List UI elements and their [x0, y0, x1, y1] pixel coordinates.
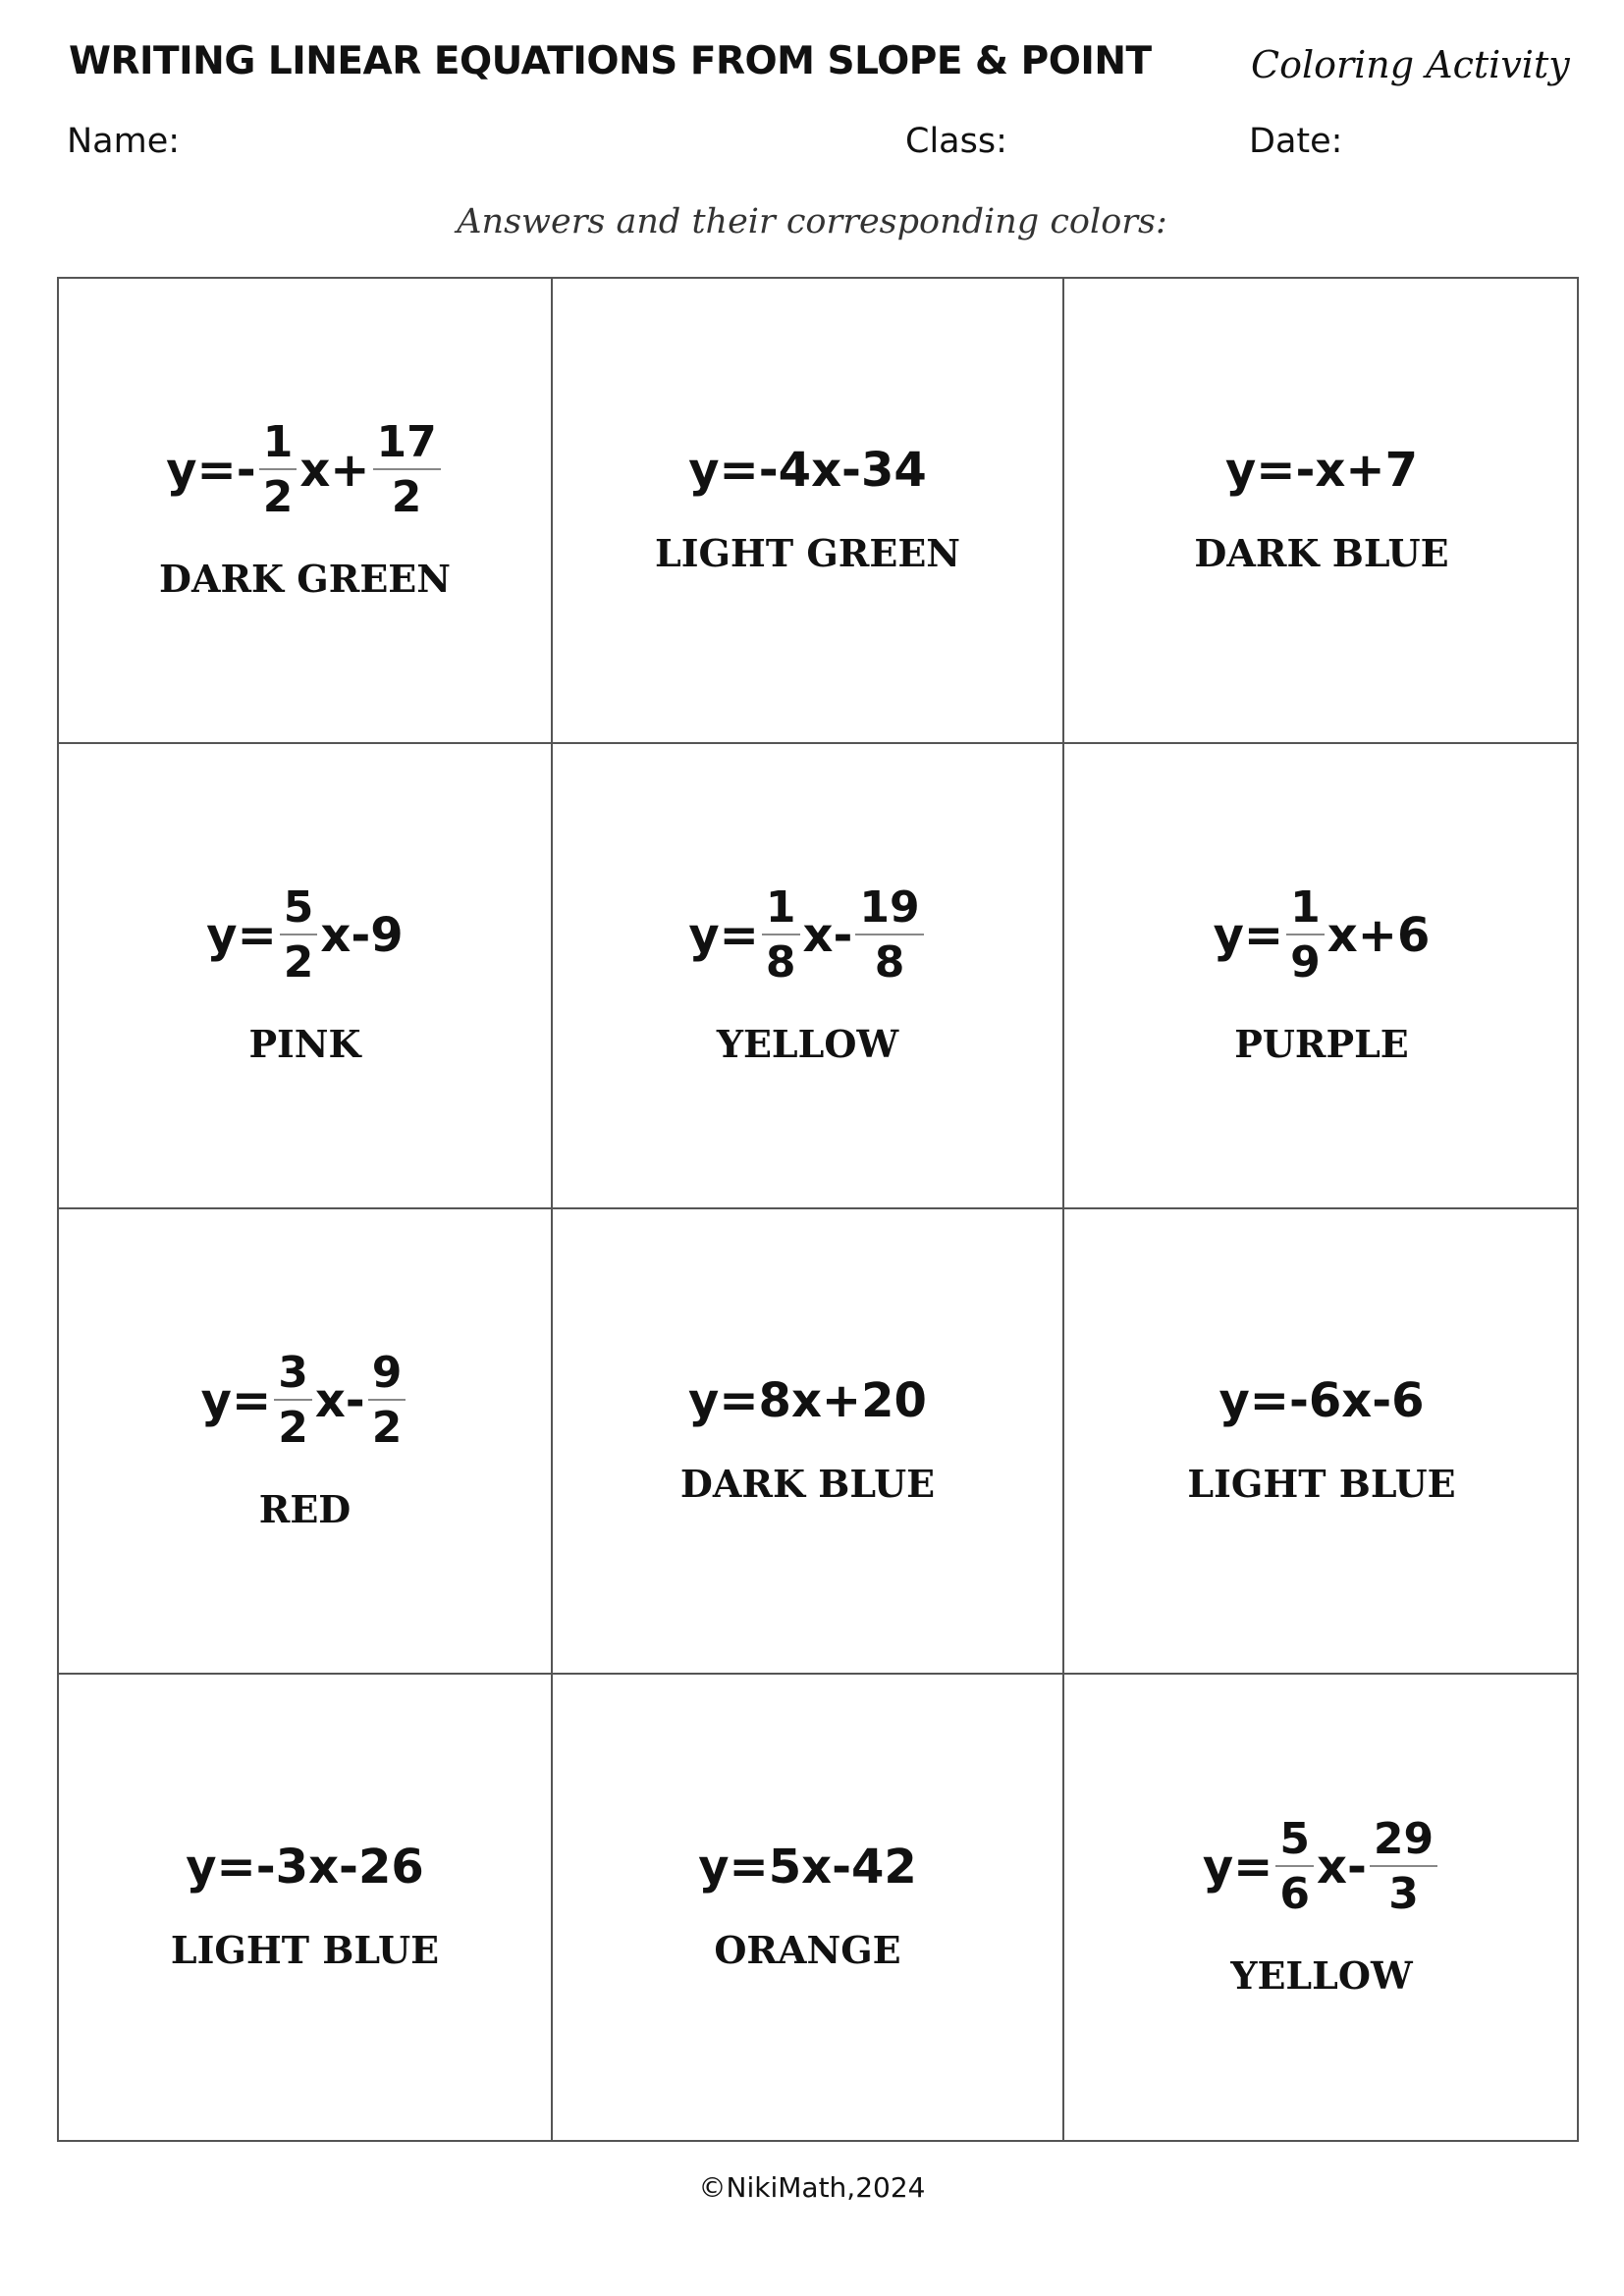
fraction-denominator: 2	[391, 471, 422, 522]
equation-text: y=5x-42	[698, 1839, 917, 1895]
equation	[688, 442, 927, 498]
answer-card	[1064, 1209, 1579, 1675]
equation	[698, 1839, 917, 1895]
fraction	[762, 881, 800, 988]
color-label: YELLOW	[1230, 1952, 1413, 1998]
equation-text: y=	[1213, 907, 1284, 963]
equation-text: x-	[314, 1372, 365, 1428]
equation-text: y=-3x-26	[186, 1839, 424, 1895]
color-label: PURPLE	[1234, 1021, 1409, 1066]
color-label: LIGHT BLUE	[170, 1927, 440, 1972]
answers-intro: Answers and their corresponding colors:	[457, 202, 1167, 241]
color-label: DARK GREEN	[159, 556, 451, 601]
fraction-denominator: 6	[1279, 1868, 1310, 1919]
color-label: YELLOW	[716, 1021, 899, 1066]
color-label: LIGHT GREEN	[654, 530, 961, 575]
fraction-denominator: 2	[283, 936, 314, 988]
color-label: LIGHT BLUE	[1187, 1461, 1456, 1506]
fraction-numerator: 17	[373, 421, 441, 470]
answer-grid	[57, 277, 1579, 2142]
equation	[1202, 1813, 1440, 1919]
equation	[166, 416, 443, 522]
fraction-denominator: 2	[371, 1402, 403, 1453]
fraction-numerator: 5	[1275, 1818, 1314, 1867]
answer-card	[1064, 1675, 1579, 2140]
equation-text: y=-4x-34	[688, 442, 927, 498]
equation-text: y=-	[166, 442, 256, 498]
fraction-numerator: 3	[274, 1352, 312, 1401]
equation	[688, 1372, 927, 1428]
answer-card	[553, 1675, 1064, 2140]
date-label: Date:	[1249, 122, 1343, 161]
equation	[1224, 442, 1418, 498]
equation-text: y=-x+7	[1224, 442, 1418, 498]
name-label: Name:	[67, 122, 181, 161]
worksheet-title: WRITING LINEAR EQUATIONS FROM SLOPE & POINT	[69, 39, 1152, 83]
answer-card	[553, 1209, 1064, 1675]
answer-card	[1064, 279, 1579, 744]
fraction-numerator: 1	[259, 421, 298, 470]
equation-text: x-	[802, 907, 853, 963]
answer-card	[1064, 744, 1579, 1209]
answer-card	[59, 1209, 553, 1675]
answer-card	[59, 279, 553, 744]
fraction-denominator: 2	[278, 1402, 308, 1453]
equation	[186, 1839, 424, 1895]
fraction	[1275, 1813, 1314, 1919]
fraction	[373, 416, 441, 522]
equation-text: x+6	[1326, 907, 1431, 963]
equation-text: x+	[299, 442, 370, 498]
answer-card	[553, 279, 1064, 744]
fraction	[259, 416, 298, 522]
fraction	[1370, 1813, 1437, 1919]
color-label: ORANGE	[714, 1927, 901, 1972]
fraction-numerator: 1	[1286, 886, 1325, 935]
fraction-numerator: 9	[368, 1352, 406, 1401]
color-label: DARK BLUE	[1194, 530, 1449, 575]
fraction-numerator: 5	[280, 886, 318, 935]
activity-subtitle: Coloring Activity	[1251, 43, 1570, 86]
fraction-numerator: 1	[762, 886, 800, 935]
fraction	[855, 881, 923, 988]
color-label: RED	[258, 1486, 352, 1531]
equation-text: x-	[1317, 1839, 1367, 1895]
fraction-denominator: 9	[1290, 936, 1321, 988]
class-label: Class:	[905, 122, 1007, 161]
fraction	[1286, 881, 1325, 988]
answer-card	[59, 1675, 553, 2140]
color-label: DARK BLUE	[679, 1461, 936, 1506]
answer-card	[553, 744, 1064, 1209]
fraction-denominator: 2	[262, 471, 294, 522]
color-label: PINK	[248, 1021, 361, 1066]
fraction-numerator: 29	[1370, 1818, 1437, 1867]
equation-text: y=	[200, 1372, 272, 1428]
equation-text: y=8x+20	[688, 1372, 927, 1428]
equation-text: x-9	[320, 907, 404, 963]
fraction	[280, 881, 318, 988]
fraction-numerator: 19	[855, 886, 923, 935]
equation	[1213, 881, 1431, 988]
answer-card	[59, 744, 553, 1209]
equation-text: y=	[688, 907, 759, 963]
fraction-denominator: 8	[765, 936, 796, 988]
fraction-denominator: 8	[874, 936, 905, 988]
fraction-denominator: 3	[1388, 1868, 1419, 1919]
fraction	[368, 1347, 406, 1453]
fraction	[274, 1347, 312, 1453]
equation	[200, 1347, 409, 1453]
equation-text: y=	[1202, 1839, 1273, 1895]
copyright-footer: ©NikiMath,2024	[698, 2171, 926, 2204]
equation-text: y=-6x-6	[1218, 1372, 1425, 1428]
equation-text: y=	[206, 907, 277, 963]
equation	[206, 881, 404, 988]
equation	[688, 881, 926, 988]
equation	[1218, 1372, 1425, 1428]
